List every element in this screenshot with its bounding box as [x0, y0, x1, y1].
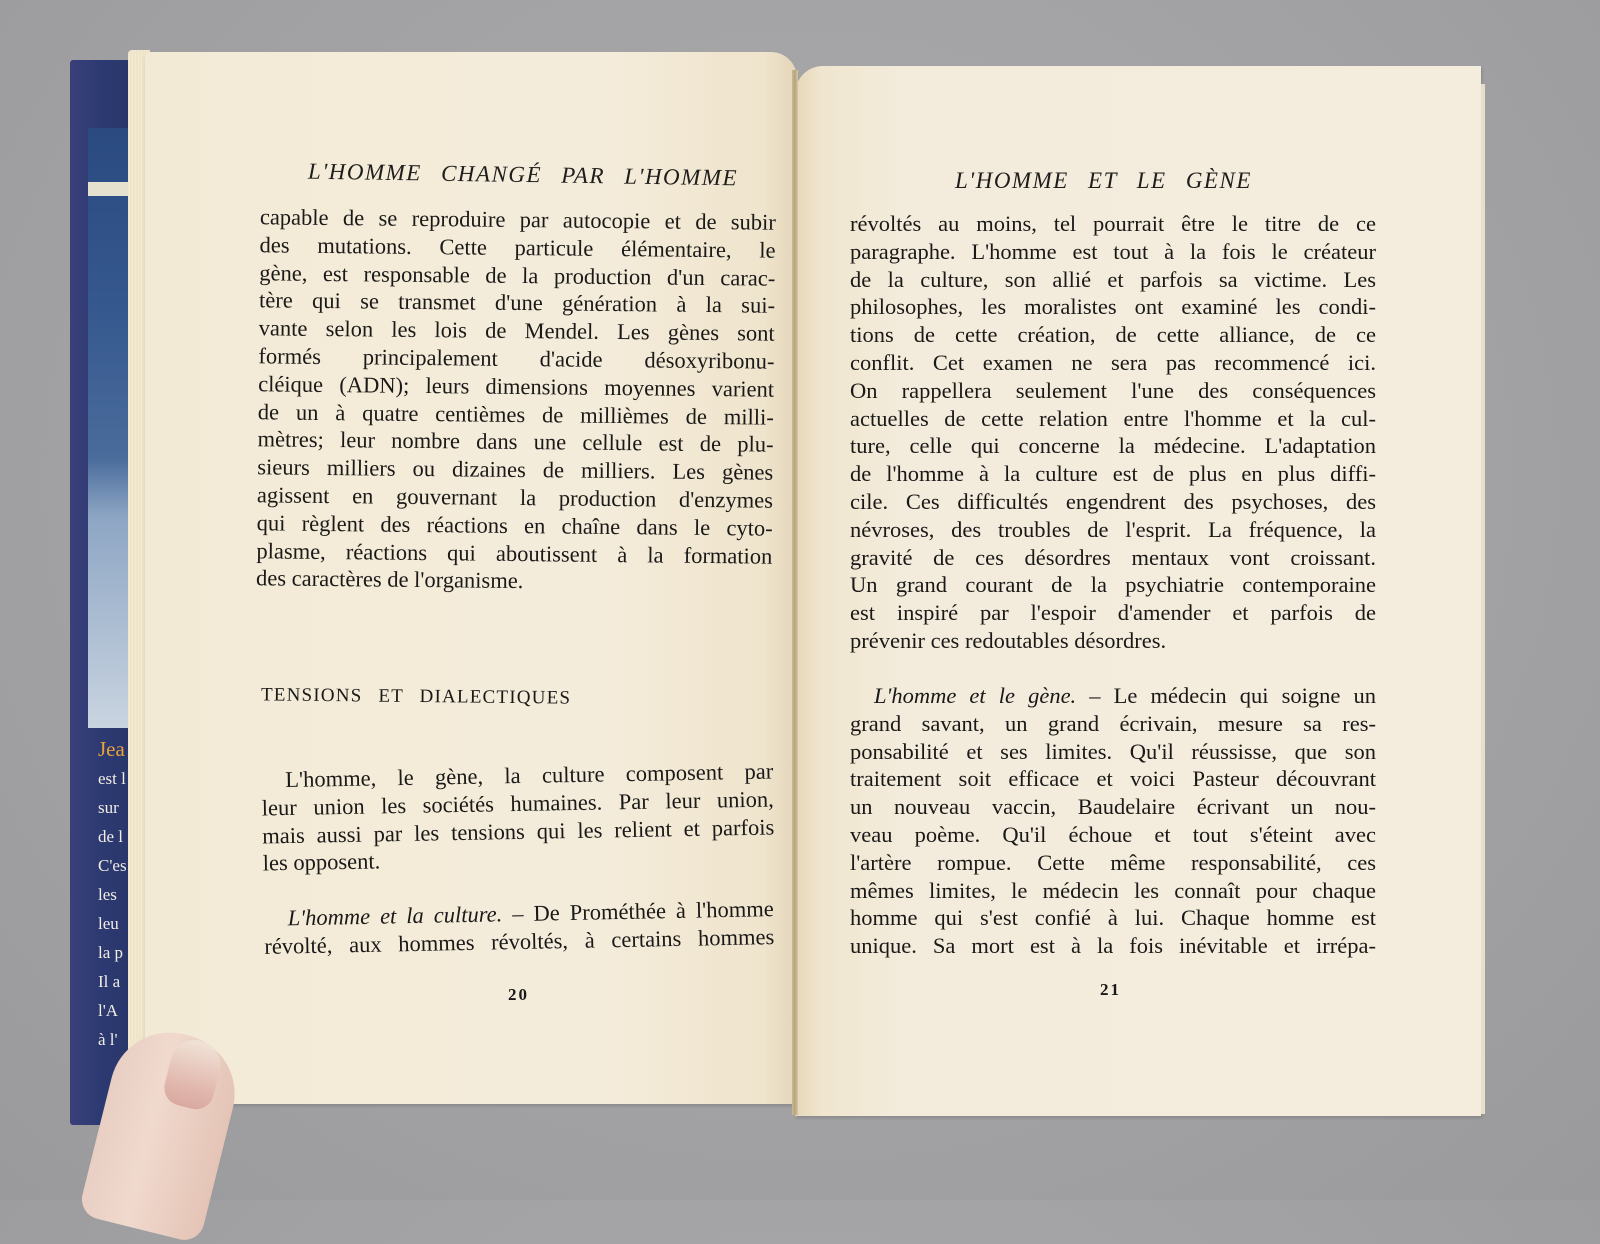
paragraph-line: capable de se reproduire par autocopie et de subir — [259, 204, 777, 235]
line-rest: – Le médecin qui soigne un — [1076, 683, 1376, 708]
paragraph-line: prévenir ces redoutables désordres. — [850, 627, 1167, 653]
paragraph-line: L'homme, le gène, la culture composent par — [285, 758, 774, 793]
italic-lead: L'homme et la culture. — [287, 901, 503, 931]
page-number-left: 20 — [508, 985, 529, 1004]
paragraph-line: gène, est responsable de la production d'un carac- — [259, 259, 776, 291]
paragraph-line: plasme, réactions qui aboutissent à la formation — [256, 537, 773, 569]
paragraph-line: traitement soit efficace et voici Pasteur découvrant — [850, 766, 1376, 792]
italic-lead: L'homme et le gène. — [874, 683, 1077, 708]
paragraph-line: des caractères de l'organisme. — [255, 565, 524, 594]
paragraph-line: veau poème. Qu'il échoue et tout s'éteint avec — [850, 821, 1376, 847]
cover-text-line: l'A — [98, 1001, 119, 1020]
cover-text-line: les — [98, 885, 117, 904]
cover-text-line: à l' — [98, 1030, 118, 1049]
paragraph-line: ture, celle qui concerne la médecine. L'adaptation — [850, 433, 1376, 459]
paragraph-line: grand savant, un grand écrivain, mesure sa res- — [850, 710, 1376, 736]
paragraph-line: tère qui se transmet d'une génération à la sui- — [258, 287, 776, 319]
left-paragraph-1 — [256, 203, 776, 598]
page-number-right: 21 — [1100, 980, 1121, 999]
paragraph-line: paragraphe. L'homme est tout à la fois le créateur — [850, 238, 1376, 264]
paragraph-line: On rappellera seulement l'une des conséquences — [850, 377, 1376, 403]
cover-author-fragment: Jea — [98, 737, 125, 761]
paragraph-line: de la culture, son allié et parfois sa victime. Les — [850, 266, 1376, 292]
paragraph-line: est inspiré par l'espoir d'amender et parfois de — [850, 600, 1376, 626]
paragraph-line: agissent en gouvernant la production d'enzymes — [256, 482, 774, 513]
paragraph-line: sieurs milliers ou dizaines de milliers. Les gènes — [257, 454, 774, 485]
paragraph-line: philosophes, les moralistes ont examiné les condi- — [850, 294, 1376, 320]
paragraph-line: unique. Sa mort est à la fois inévitable et irrépa- — [850, 933, 1376, 959]
paragraph-line: conflit. Cet examen ne sera pas recommencé ici. — [850, 349, 1376, 375]
paragraph-line: mêmes limites, le médecin les connaît pour chaque — [850, 877, 1376, 903]
paragraph-line: tions de cette création, de cette alliance, de ce — [850, 322, 1376, 348]
paragraph-line: des mutations. Cette particule élémentaire, le — [259, 232, 776, 263]
paragraph-line: leur union les sociétés humaines. Par leur union, — [261, 786, 774, 821]
paragraph-line: révoltés au moins, tel pourrait être le titre de ce — [850, 211, 1376, 236]
paragraph-line: ponsabilité et ses limites. Qu'il réussisse, que son — [850, 738, 1376, 764]
paragraph-line: de l'homme à la culture est de plus en plus diffi- — [850, 461, 1376, 487]
paragraph-line: les opposent. — [262, 848, 381, 876]
paragraph-line: mais aussi par les tensions qui les relient et parfois — [262, 814, 775, 849]
right-running-head: L'HOMME ET LE GÈNE — [955, 168, 1252, 193]
left-paragraph-2 — [261, 758, 775, 878]
paragraph-line: névroses, des troubles de l'esprit. La fréquence, la — [850, 516, 1376, 542]
paragraph-line: mètres; leur nombre dans une cellule est de plu- — [257, 426, 774, 458]
cover-text-line: C'es — [98, 856, 127, 875]
paragraph-line: qui règlent des réactions en chaîne dans le cyto- — [256, 510, 773, 541]
cover-text-line: Il a — [98, 972, 121, 991]
paragraph-line: révolté, aux hommes révoltés, à certains hommes — [264, 923, 775, 959]
left-running-head: L'HOMME CHANGÉ PAR L'HOMME — [307, 158, 739, 191]
paragraph-line: un nouveau vaccin, Baudelaire écrivant un nou- — [850, 794, 1376, 820]
paragraph-line: Un grand courant de la psychiatrie contemporaine — [850, 572, 1376, 598]
paragraph-line: gravité de ces désordres mentaux vont croissant. — [850, 544, 1376, 570]
cover-text-line: la p — [98, 943, 124, 962]
paragraph-line: homme qui s'est confié à lui. Chaque homme est — [850, 905, 1376, 931]
cover-text-line: de l — [98, 827, 124, 846]
section-heading: TENSIONS ET DIALECTIQUES — [260, 684, 572, 709]
paragraph-line: de un à quatre centièmes de millièmes de milli- — [257, 398, 774, 430]
left-paragraph-3 — [264, 895, 775, 960]
paragraph-line — [850, 682, 1376, 710]
right-page-edge — [1481, 84, 1485, 1114]
right-paragraph-2 — [850, 682, 1376, 960]
line-rest: – De Prométhée à l'homme — [502, 896, 774, 927]
paragraph-line: cile. Ces difficultés engendrent des psychoses, des — [850, 488, 1376, 514]
paragraph-line: vante selon les lois de Mendel. Les gènes sont — [258, 315, 775, 346]
cover-text-line: leu — [98, 914, 119, 933]
cover-text-line: sur — [98, 798, 119, 817]
paragraph-line: l'artère rompue. Cette même responsabilité, ces — [850, 849, 1376, 875]
paragraph-line: cléique (ADN); leurs dimensions moyennes varient — [258, 371, 775, 402]
paragraph-line: actuelles de cette relation entre l'homme et la cul- — [850, 405, 1376, 431]
book-gutter — [792, 70, 798, 1115]
right-paragraph-1 — [850, 210, 1376, 655]
cover-text-line: est l — [98, 769, 126, 788]
paragraph-line: formés principalement d'acide désoxyribonu- — [258, 343, 775, 374]
